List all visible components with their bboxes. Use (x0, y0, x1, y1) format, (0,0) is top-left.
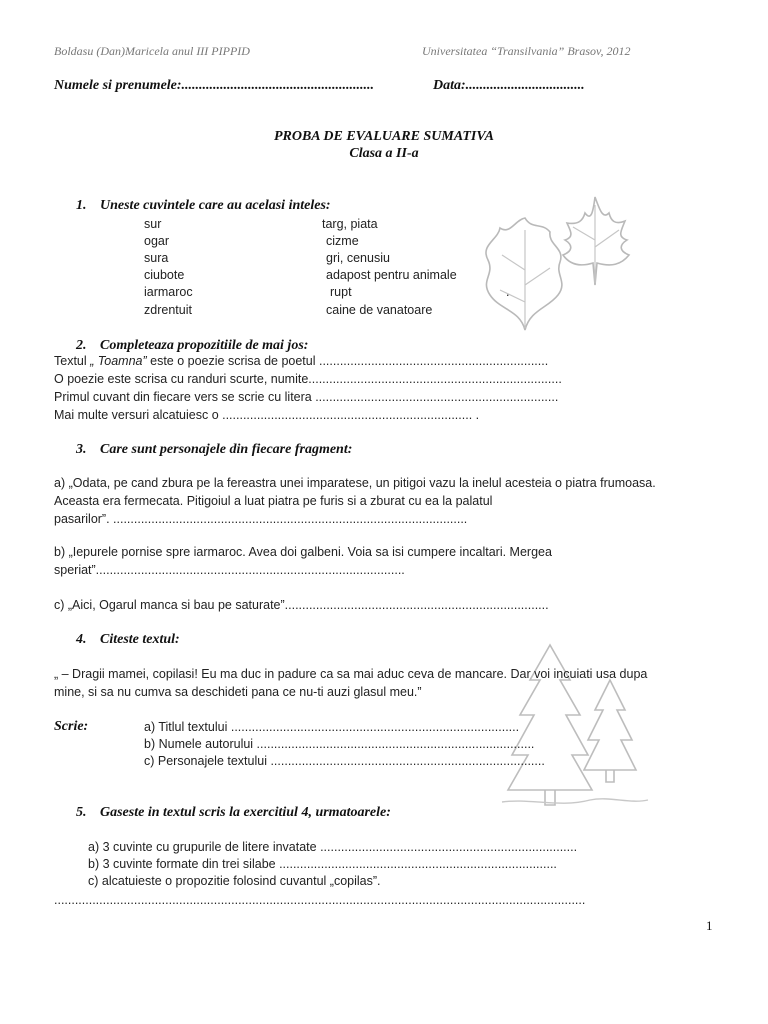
scrie-label: Scrie: (54, 719, 89, 734)
quote-line-2: mine, si sa nu cumva sa deschideti pana ce nu-ti auzi glasul meu.” (54, 685, 422, 699)
ex1-left-word: sura (144, 251, 169, 265)
ex5-item: a) 3 cuvinte cu grupurile de litere invatate .......................................................................... (88, 840, 578, 854)
ex2-line-2: O poezie este scrisa cu randuri scurte, numite......................................................................... (54, 372, 562, 386)
ex4-item: a) Titlul textului ................................................................................... (144, 720, 520, 734)
page-number: 1 (706, 918, 713, 933)
fragment-b-line-2: speriat”......................................................................................... (54, 563, 405, 577)
page-subtitle: Clasa a II-a (349, 146, 419, 161)
ex1-left-word: iarmaroc (144, 285, 193, 299)
ex1-right-word: caine de vanatoare (326, 303, 433, 317)
fragment-b-line-1: b) „Iepurele pornise spre iarmaroc. Avea doi galbeni. Voia sa isi cumpere incaltari. Mergea (54, 545, 552, 559)
poem-title: „ Toamna” (90, 354, 147, 368)
fragment-a-line-1: a) „Odata, pe cand zbura pe la fereastra unei imparatese, un pitigoi vazu la inelul acesteia o piatra frumoasa. (54, 476, 656, 490)
ex1-right-word: rupt (330, 285, 352, 299)
exercise-1-heading: Uneste cuvintele care au acelasi inteles: (100, 198, 331, 213)
exercise-5-number: 5. (76, 805, 87, 820)
ex1-left-word: sur (144, 217, 162, 231)
ex5-item: c) alcatuieste o propozitie folosind cuvantul „copilas”. (88, 874, 381, 888)
ex2-line-4: Mai multe versuri alcatuiesc o ........................................................................ . (54, 408, 480, 422)
fragment-c-line: c) „Aici, Ogarul manca si bau pe saturate”............................................................................ (54, 598, 549, 612)
quote-line-1: „ – Dragii mamei, copilasi! Eu ma duc in padure ca sa mai aduc ceva de mancare. Dar voi incuiati usa dupa (54, 667, 648, 681)
header-author: Boldasu (Dan)Maricela anul III PIPPID (54, 44, 250, 58)
ex4-item: c) Personajele textului ............................................................................... (144, 754, 545, 768)
exercise-2-number: 2. (76, 338, 87, 353)
name-field-label: Numele si prenumele:....................................................... (54, 78, 375, 93)
ex5-item: b) 3 cuvinte formate din trei silabe ................................................................................ (88, 857, 557, 871)
page-title: PROBA DE EVALUARE SUMATIVA (273, 129, 495, 144)
fragment-a-line-2: Aceasta era fermecata. Pitigoiul a luat piatra pe furis si a zburat cu ea la palatul (54, 494, 493, 508)
answer-line: ......................................................................................................................................................... (54, 893, 586, 907)
exercise-2-heading: Completeaza propozitiile de mai jos: (100, 338, 309, 353)
ex1-left-word: ogar (144, 234, 170, 248)
header-university: Universitatea “Transilvania” Brasov, 2012 (422, 44, 631, 58)
ex4-item: b) Numele autorului ................................................................................ (144, 737, 535, 751)
maple-leaf-icon (545, 185, 640, 295)
ex1-right-word: adapost pentru animale (326, 268, 457, 282)
stray-dot: . (506, 285, 510, 299)
exercise-4-number: 4. (76, 632, 87, 647)
exercise-4-heading: Citeste textul: (100, 632, 180, 647)
exercise-3-number: 3. (76, 442, 87, 457)
ex2-line-1: Textul „ Toamna” este o poezie scrisa de poetul .................................................................. (54, 354, 549, 368)
date-field-label: Data:.................................. (433, 78, 585, 93)
ex1-left-word: zdrentuit (144, 303, 192, 317)
ex1-right-word: gri, cenusiu (326, 251, 390, 265)
exercise-5-heading: Gaseste in textul scris la exercitiul 4, urmatoarele: (100, 805, 391, 820)
exercise-3-heading: Care sunt personajele din fiecare fragment: (100, 442, 353, 457)
ex1-left-word: ciubote (144, 268, 185, 282)
ex2-line-3: Primul cuvant din fiecare vers se scrie cu litera ...................................................................... (54, 390, 559, 404)
exercise-1-number: 1. (76, 198, 87, 213)
ex1-right-word: targ, piata (322, 217, 378, 231)
ex1-right-word: cizme (326, 234, 359, 248)
fragment-a-line-3: pasarilor”. ...................................................................................................... (54, 512, 468, 526)
